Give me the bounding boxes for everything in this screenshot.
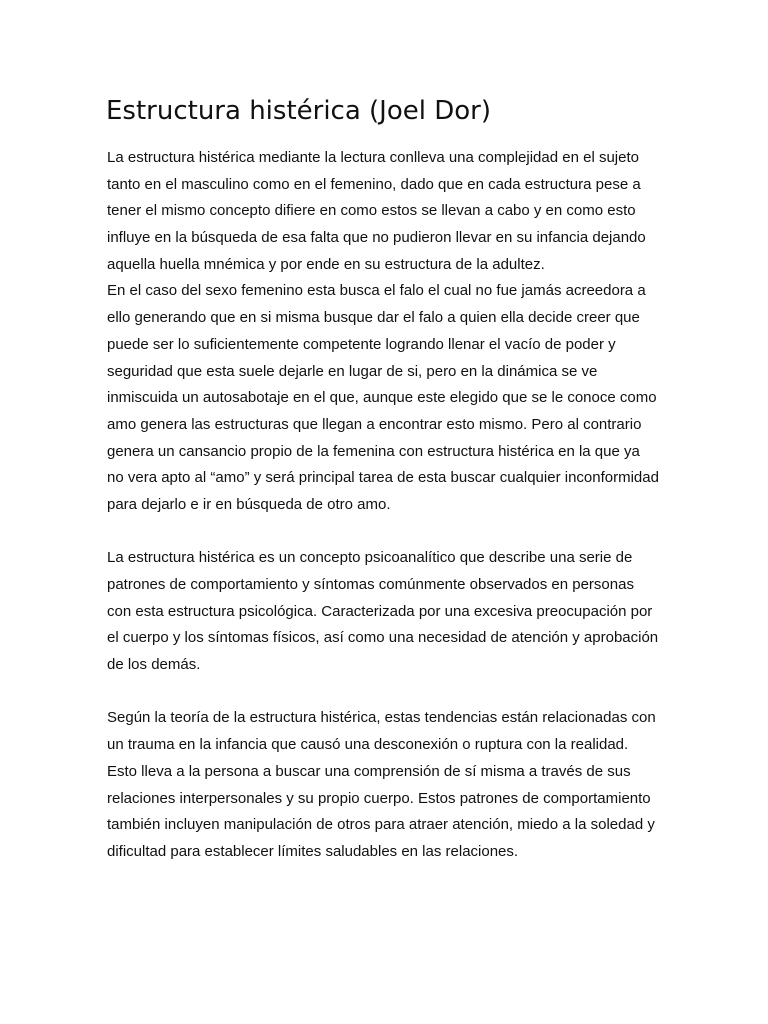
text-line: de los demás. — [107, 656, 201, 674]
document-title: Estructura histérica (Joel Dor) — [106, 96, 491, 126]
text-line: En el caso del sexo femenino esta busca el falo el cual no fue jamás acreedora a — [107, 282, 646, 300]
text-line: también incluyen manipulación de otros para atraer atención, miedo a la soledad y — [107, 816, 655, 834]
text-line: seguridad que esta suele dejarle en lugar de si, pero en la dinámica se ve — [107, 362, 598, 380]
text-line: dificultad para establecer límites saludables en las relaciones. — [107, 842, 519, 860]
text-line: tanto en el masculino como en el femenino, dado que en cada estructura pese a — [107, 175, 641, 193]
text-line: genera un cansancio propio de la femenina con estructura histérica en la que ya — [107, 442, 640, 460]
paragraph-spacer — [107, 679, 667, 706]
text-line: La estructura histérica mediante la lectura conlleva una complejidad en el sujeto — [107, 149, 639, 166]
paragraph-2 — [107, 545, 667, 678]
text-line: influye en la búsqueda de esa falta que no pudieron llevar en su infancia dejando — [107, 229, 646, 247]
paragraph-spacer — [107, 519, 667, 546]
text-line: Esto lleva a la persona a buscar una comprensión de sí misma a través de sus — [107, 762, 631, 780]
text-line: un trauma en la infancia que causó una desconexión o ruptura con la realidad. — [107, 736, 629, 754]
text-line: amo genera las estructuras que llegan a encontrar esto mismo. Pero al contrario — [107, 415, 642, 433]
text-line: para dejarlo e ir en búsqueda de otro amo. — [107, 495, 391, 513]
text-line: aquella huella mnémica y por ende en su estructura de la adultez. — [107, 255, 545, 273]
text-line: con esta estructura psicológica. Caracterizada por una excesiva preocupación por — [107, 602, 653, 620]
text-line: puede ser lo suficientemente competente logrando llenar el vacío de poder y — [107, 335, 616, 353]
text-line: relaciones interpersonales y su propio cuerpo. Estos patrones de comportamiento — [107, 789, 651, 807]
paragraph-1 — [107, 145, 667, 519]
text-line: ello generando que en si misma busque dar el falo a quien ella decide creer que — [107, 309, 640, 327]
text-line: Según la teoría de la estructura histérica, estas tendencias están relacionadas con — [107, 709, 656, 727]
document-body — [107, 145, 667, 866]
text-line: el cuerpo y los síntomas físicos, así como una necesidad de atención y aprobación — [107, 629, 659, 647]
text-line: no vera apto al “amo” y será principal tarea de esta buscar cualquier inconformidad — [107, 469, 659, 487]
text-line: La estructura histérica es un concepto psicoanalítico que describe una serie de — [107, 549, 633, 567]
text-line: inmiscuida un autosabotaje en el que, aunque este elegido que se le conoce como — [107, 389, 657, 407]
text-line: tener el mismo concepto difiere en como estos se llevan a cabo y en como esto — [107, 202, 636, 220]
paragraph-3 — [107, 705, 667, 865]
text-line: patrones de comportamiento y síntomas comúnmente observados en personas — [107, 576, 634, 593]
